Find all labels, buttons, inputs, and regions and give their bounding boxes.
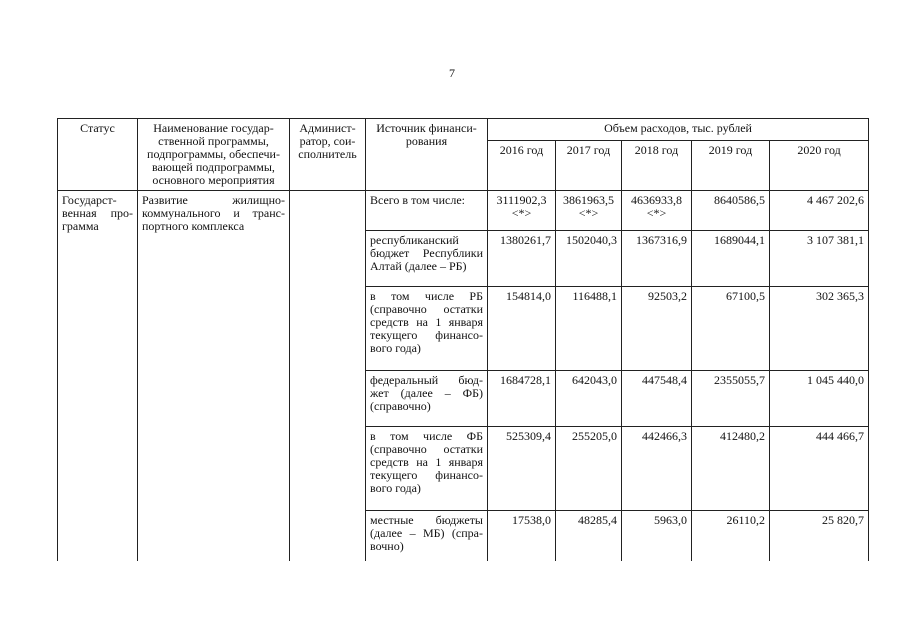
value-cell: 92503,2 [622, 287, 692, 371]
value-cell: 447548,4 [622, 371, 692, 427]
value-cell: 5963,0 [622, 511, 692, 561]
value-cell: 48285,4 [556, 511, 622, 561]
header-year: 2020 год [770, 140, 869, 190]
program-status: Государст-венная про-грамма [58, 191, 138, 561]
funding-source: местные бюджеты (далее – МБ) (спра-вочно) [366, 511, 488, 561]
value-cell: 525309,4 [488, 427, 556, 511]
budget-table [57, 118, 869, 561]
table-row [58, 191, 869, 231]
header-administrator: Админист-ратор, сои-сполнитель [290, 119, 366, 191]
header-expense-volume: Объем расходов, тыс. рублей [488, 119, 869, 141]
value-cell: 444 466,7 [770, 427, 869, 511]
value-cell: 17538,0 [488, 511, 556, 561]
value-cell: 1380261,7 [488, 231, 556, 287]
value-cell: 1689044,1 [692, 231, 770, 287]
value-cell: 3111902,3 <*> [488, 191, 556, 231]
value-cell: 3 107 381,1 [770, 231, 869, 287]
value-cell: 67100,5 [692, 287, 770, 371]
value-cell: 25 820,7 [770, 511, 869, 561]
value-cell: 1 045 440,0 [770, 371, 869, 427]
header-program-name: Наименование государ-ственной программы, подпрограммы, обеспечи-вающей подпрограммы, основного мероприятия [138, 119, 290, 191]
value-cell: 26110,2 [692, 511, 770, 561]
value-cell: 4636933,8 <*> [622, 191, 692, 231]
header-year: 2017 год [556, 140, 622, 190]
page-number: 7 [449, 66, 455, 80]
value-cell: 642043,0 [556, 371, 622, 427]
value-cell: 154814,0 [488, 287, 556, 371]
funding-source: федеральный бюд-жет (далее – ФБ) (справочно) [366, 371, 488, 427]
value-cell: 2355055,7 [692, 371, 770, 427]
funding-source: республиканский бюджет Республики Алтай (далее – РБ) [366, 231, 488, 287]
value-cell: 4 467 202,6 [770, 191, 869, 231]
header-funding-source: Источник финанси-рования [366, 119, 488, 191]
value-cell: 1684728,1 [488, 371, 556, 427]
funding-source: в том числе ФБ (справочно остатки средств на 1 января текущего финансо-вого года) [366, 427, 488, 511]
value-cell: 3861963,5 <*> [556, 191, 622, 231]
value-cell: 116488,1 [556, 287, 622, 371]
header-year: 2019 год [692, 140, 770, 190]
header-status: Статус [58, 119, 138, 191]
value-cell: 1502040,3 [556, 231, 622, 287]
value-cell: 8640586,5 [692, 191, 770, 231]
value-cell: 442466,3 [622, 427, 692, 511]
header-year: 2018 год [622, 140, 692, 190]
value-cell: 1367316,9 [622, 231, 692, 287]
funding-source: Всего в том числе: [366, 191, 488, 231]
value-cell: 255205,0 [556, 427, 622, 511]
funding-source: в том числе РБ (справочно остатки средств на 1 января текущего финансо-вого года) [366, 287, 488, 371]
value-cell: 302 365,3 [770, 287, 869, 371]
header-year: 2016 год [488, 140, 556, 190]
header-row [58, 119, 869, 141]
value-cell: 412480,2 [692, 427, 770, 511]
program-administrator [290, 191, 366, 561]
program-name: Развитие жилищно-коммунального и транс-портного комплекса [138, 191, 290, 561]
